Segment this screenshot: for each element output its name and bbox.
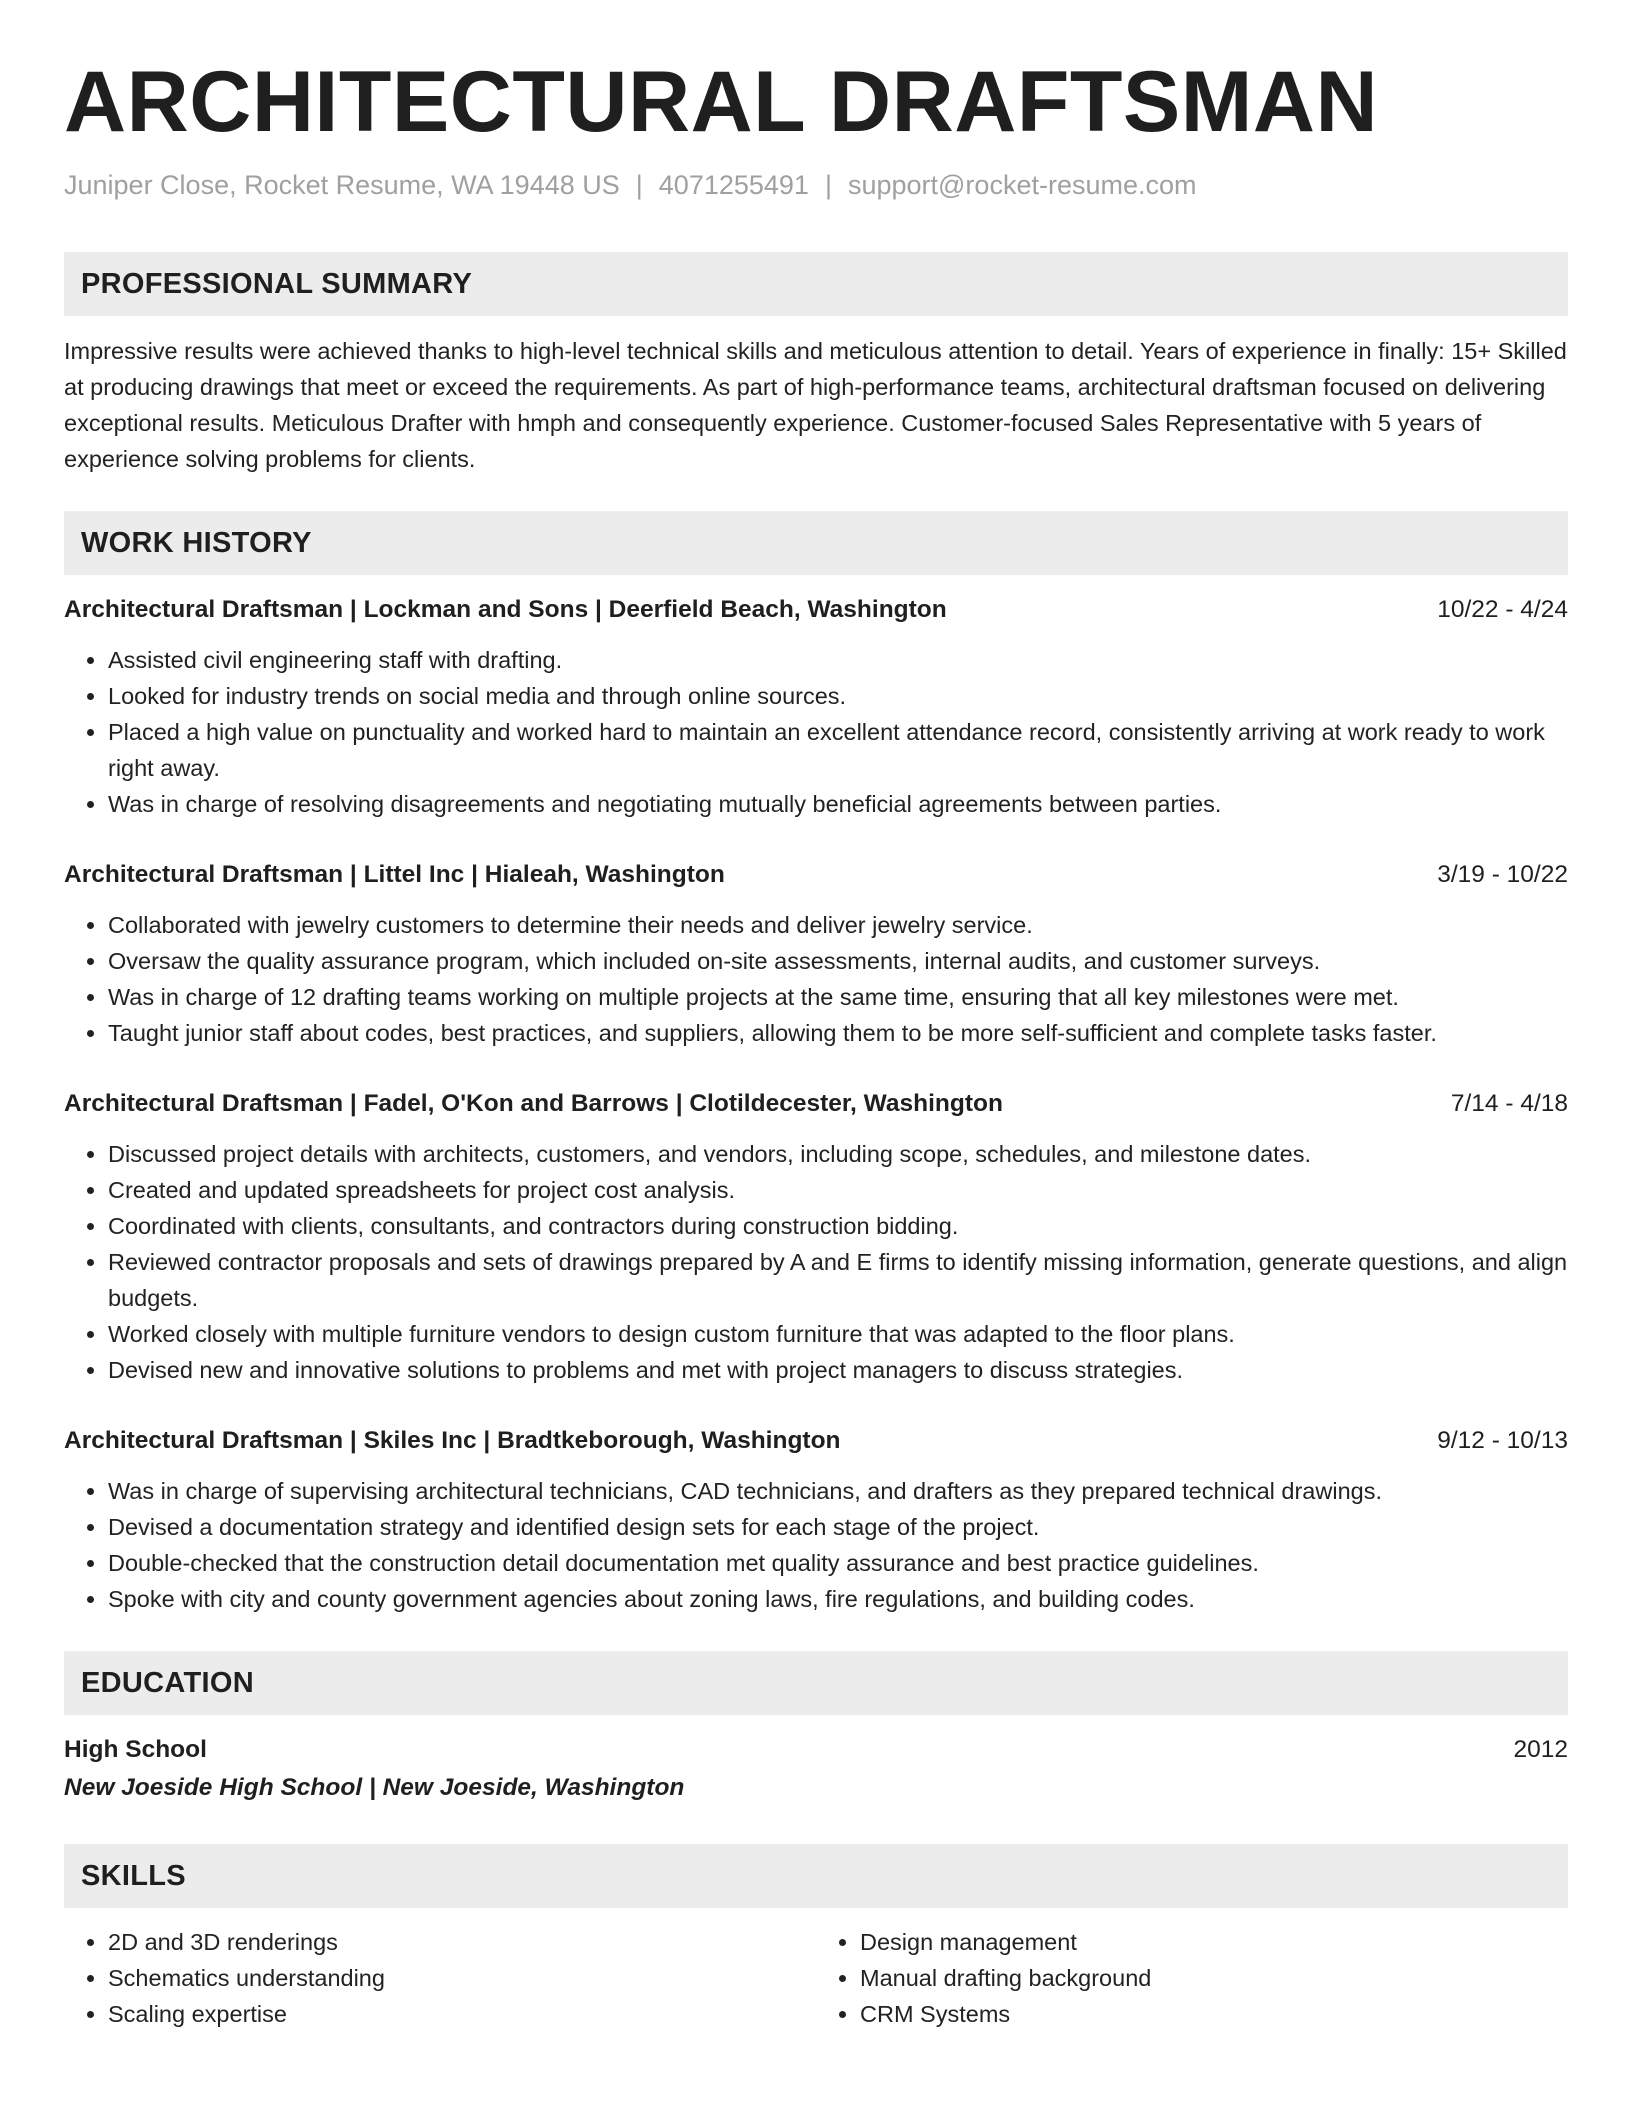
job-entry bbox=[64, 1423, 1568, 1617]
job-bullets bbox=[64, 907, 1568, 1051]
job-bullet: • Spoke with city and county government agencies about zoning laws, fire regulations, and building codes. bbox=[108, 1581, 1568, 1617]
job-bullet: • Looked for industry trends on social media and through online sources. bbox=[108, 678, 1568, 714]
skills-column-right bbox=[816, 1924, 1568, 2032]
job-entry bbox=[64, 1086, 1568, 1388]
job-bullet: • Placed a high value on punctuality and worked hard to maintain an excellent attendance record, consistently arriving at work ready to work right away. bbox=[108, 714, 1568, 786]
job-bullet: • Devised new and innovative solutions to problems and met with project managers to discuss strategies. bbox=[108, 1352, 1568, 1388]
education-degree: High School bbox=[64, 1736, 207, 1763]
job-bullet: • Double-checked that the construction detail documentation met quality assurance and best practice guidelines. bbox=[108, 1545, 1568, 1581]
job-bullet: • Taught junior staff about codes, best practices, and suppliers, allowing them to be more self-sufficient and complete tasks faster. bbox=[108, 1015, 1568, 1051]
job-entry bbox=[64, 592, 1568, 822]
job-bullet: • Coordinated with clients, consultants, and contractors during construction bidding. bbox=[108, 1208, 1568, 1244]
job-bullet: • Oversaw the quality assurance program, which included on-site assessments, internal audits, and customer surveys. bbox=[108, 943, 1568, 979]
job-bullet: • Was in charge of supervising architectural technicians, CAD technicians, and drafters as they prepared technical drawings. bbox=[108, 1473, 1568, 1509]
job-bullet: • Worked closely with multiple furniture vendors to design custom furniture that was adapted to the floor plans. bbox=[108, 1316, 1568, 1352]
job-title-row bbox=[64, 1423, 1568, 1459]
education-row bbox=[64, 1732, 1568, 1768]
job-dates: 10/22 - 4/24 bbox=[1437, 596, 1568, 623]
candidate-name: ARCHITECTURAL DRAFTSMAN bbox=[64, 54, 1379, 150]
job-bullet: • Discussed project details with architects, customers, and vendors, including scope, schedules, and milestone dates. bbox=[108, 1136, 1568, 1172]
skill-item: • Design management bbox=[860, 1924, 1568, 1960]
job-bullet: • Collaborated with jewelry customers to determine their needs and deliver jewelry service. bbox=[108, 907, 1568, 943]
job-title: Architectural Draftsman | Fadel, O'Kon and Barrows | Clotildecester, Washington bbox=[64, 1090, 1003, 1117]
job-bullet: • Created and updated spreadsheets for project cost analysis. bbox=[108, 1172, 1568, 1208]
education-heading: EDUCATION bbox=[64, 1651, 1568, 1715]
job-bullet: • Assisted civil engineering staff with drafting. bbox=[108, 642, 1568, 678]
job-title: Architectural Draftsman | Littel Inc | Hialeah, Washington bbox=[64, 861, 725, 888]
contact-email: support@rocket-resume.com bbox=[847, 170, 1197, 200]
skill-item: • Schematics understanding bbox=[108, 1960, 816, 1996]
job-bullets bbox=[64, 1136, 1568, 1388]
skill-item: • 2D and 3D renderings bbox=[108, 1924, 816, 1960]
job-title: Architectural Draftsman | Skiles Inc | Bradtkeborough, Washington bbox=[64, 1427, 841, 1454]
skills-column-left bbox=[64, 1924, 816, 2032]
contact-phone: 4071255491 bbox=[658, 170, 809, 200]
job-title-row bbox=[64, 592, 1568, 628]
job-dates: 7/14 - 4/18 bbox=[1450, 1090, 1568, 1117]
job-bullets bbox=[64, 642, 1568, 822]
job-bullet: • Was in charge of 12 drafting teams working on multiple projects at the same time, ensuring that all key milestones were met. bbox=[108, 979, 1568, 1015]
summary-text: Impressive results were achieved thanks to high-level technical skills and meticulous attention to detail. Years of experience in finally: 15+ Skilled at producing drawings that meet or exceed the requirements. As part of high-performance teams, architectural draftsman focused on delivering exceptional results. Meticulous Drafter with hmph and consequently experience. Customer-focused Sales Representative with 5 years of experience solving problems for clients. bbox=[64, 338, 1567, 472]
job-bullet: • Devised a documentation strategy and identified design sets for each stage of the project. bbox=[108, 1509, 1568, 1545]
skill-item: • CRM Systems bbox=[860, 1996, 1568, 2032]
skills-heading: SKILLS bbox=[64, 1844, 1568, 1908]
contact-line bbox=[64, 168, 1568, 202]
job-dates: 3/19 - 10/22 bbox=[1437, 861, 1568, 888]
education-year: 2012 bbox=[1513, 1736, 1568, 1763]
work-history-heading: WORK HISTORY bbox=[64, 511, 1568, 575]
job-dates: 9/12 - 10/13 bbox=[1437, 1427, 1568, 1454]
contact-separator: | bbox=[824, 170, 832, 200]
job-title-row bbox=[64, 857, 1568, 893]
skill-item: • Manual drafting background bbox=[860, 1960, 1568, 1996]
job-entry bbox=[64, 857, 1568, 1051]
job-bullet: • Reviewed contractor proposals and sets of drawings prepared by A and E firms to identify missing information, generate questions, and align budgets. bbox=[108, 1244, 1568, 1316]
job-title-row bbox=[64, 1086, 1568, 1122]
education-school: New Joeside High School | New Joeside, Washington bbox=[64, 1774, 685, 1801]
summary-heading: PROFESSIONAL SUMMARY bbox=[64, 252, 1568, 316]
skills-grid bbox=[64, 1924, 1568, 2032]
work-history-list bbox=[64, 592, 1568, 1617]
contact-separator: | bbox=[635, 170, 643, 200]
job-bullet: • Was in charge of resolving disagreements and negotiating mutually beneficial agreements between parties. bbox=[108, 786, 1568, 822]
job-title: Architectural Draftsman | Lockman and Sons | Deerfield Beach, Washington bbox=[64, 596, 947, 623]
skill-item: • Scaling expertise bbox=[108, 1996, 816, 2032]
contact-address: Juniper Close, Rocket Resume, WA 19448 US bbox=[64, 170, 620, 200]
job-bullets bbox=[64, 1473, 1568, 1617]
